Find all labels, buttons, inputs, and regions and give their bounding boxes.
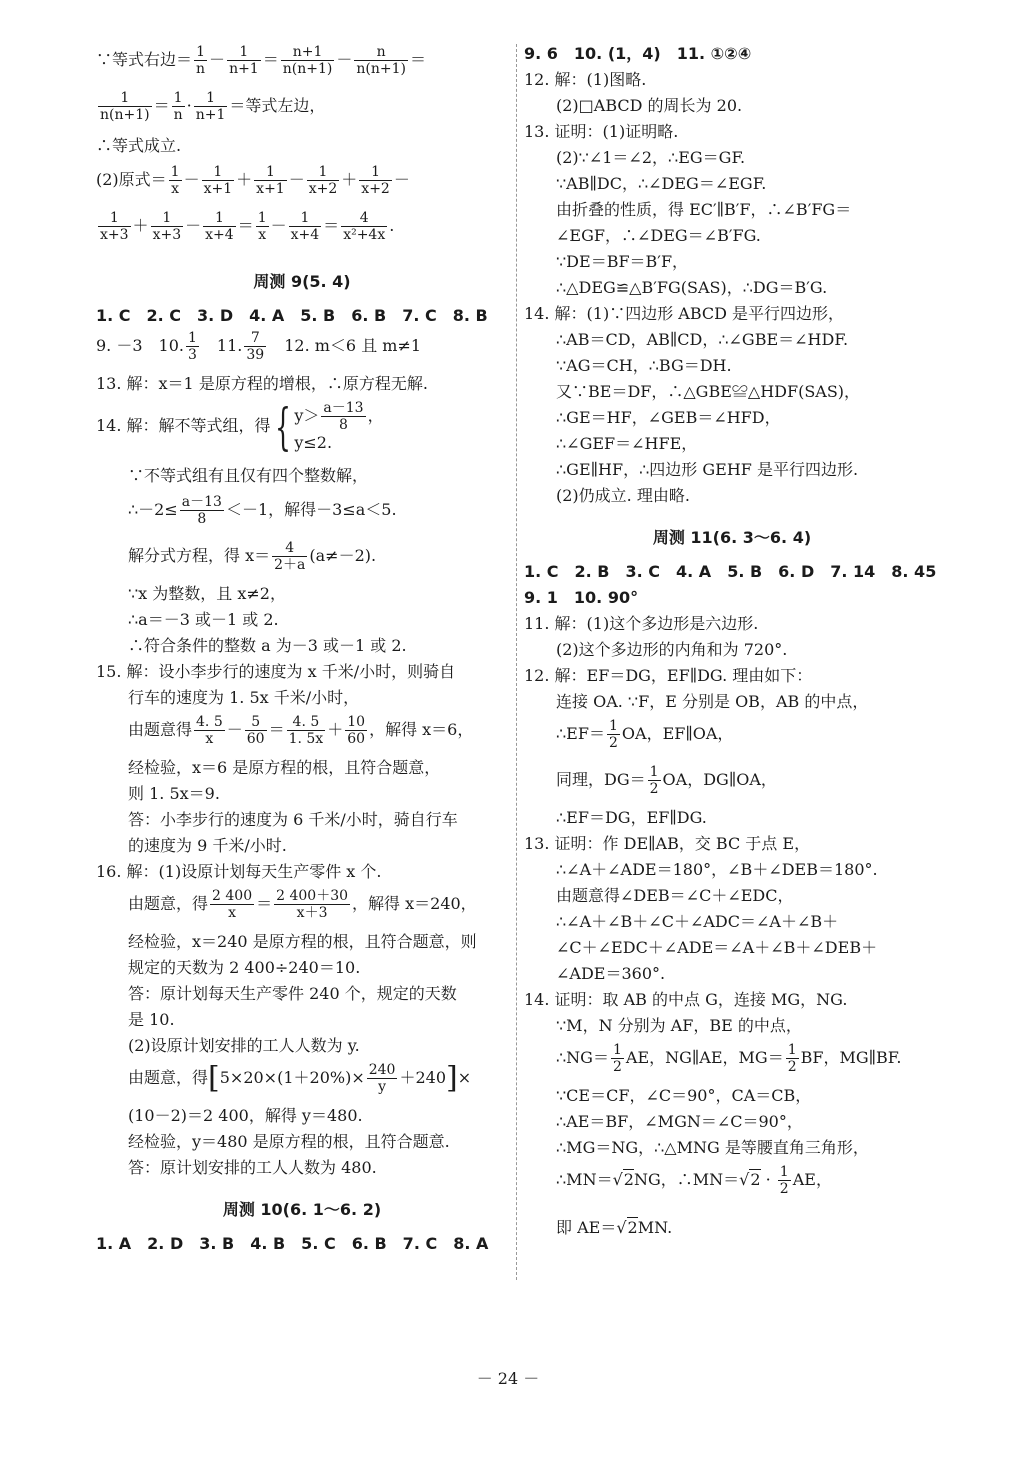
answer-line: ∴MG＝NG，∴△MNG 是等腰直角三角形， <box>556 1138 869 1157</box>
fraction: $\frac{1}{x+2}$ <box>308 164 338 197</box>
section-heading: 周测 9(5. 4) <box>253 272 351 291</box>
answer-line: 由题意得 $\frac{4. 5}{x}$ － $\frac{5}{60}$ ＝ $\frac{4. 5}{1. 5x}$ ＋ $\frac{10}{60}$ ，解得 x＝6， <box>128 714 474 747</box>
fraction: $\frac{1}{n+1}$ <box>229 44 259 77</box>
answer-line: ∴AE＝BF，∠MGN＝∠C＝90°， <box>556 1112 803 1131</box>
answer-line: ∴等式成立. <box>96 136 182 155</box>
bracket-left: [ <box>208 1060 220 1096</box>
fraction: $\frac{4. 5}{1. 5x}$ <box>288 714 324 747</box>
answer-line: ∵DE＝BF＝B′F， <box>556 252 689 271</box>
answer-line: 经检验，x＝6 是原方程的根，且符合题意， <box>128 758 441 777</box>
answer-line: 14. 证明：取 AB 的中点 G，连接 MG，NG. <box>524 990 848 1009</box>
answer-line: ∠ADE＝360°. <box>556 964 666 983</box>
answer-line: 13. 解：x＝1 是原方程的增根，∴原方程无解. <box>96 374 428 393</box>
answer-line: ∴a＝－3 或－1 或 2. <box>128 610 279 629</box>
answer-line: ∴EF＝DG，EF∥DG. <box>556 808 707 827</box>
fraction: $\frac{1}{x+3}$ <box>152 210 182 243</box>
brace: { <box>274 397 291 456</box>
answer-line: ∴△DEG≌△B′FG(SAS)，∴DG＝B′G. <box>556 278 828 297</box>
answer-line: ∴AB＝CD，AB∥CD，∴∠GBE＝∠HDF. <box>556 330 849 349</box>
fraction: $\frac{1}{n}$ <box>173 90 183 123</box>
answer-line: 14. 解：(1)∵四边形 ABCD 是平行四边形， <box>524 304 845 323</box>
answer-line: ∴∠A＋∠B＋∠C＋∠ADC＝∠A＋∠B＋ <box>556 912 839 931</box>
fraction: $\frac{a-13}{8}$ <box>323 400 364 433</box>
answer-line: 即 AE＝√2MN. <box>556 1218 673 1237</box>
fraction: $\frac{1}{x+2}$ <box>361 164 390 197</box>
section-heading: 周测 11(6. 3～6. 4) <box>652 528 812 547</box>
answer-line: 14. 解：解不等式组，得 { y＞ $\frac{a-13}{8}$ ， y≤2. <box>96 397 384 456</box>
answer-line: 9. 6 10. (1，4) 11. ①②④ <box>524 44 752 63</box>
fraction: $\frac{1}{x}$ <box>257 210 267 243</box>
fraction: $\frac{1}{3}$ <box>187 330 197 363</box>
answer-line: ∴EF＝ $\frac{1}{2}$ OA，EF∥OA， <box>556 718 734 751</box>
answer-line: 的速度为 9 千米/小时. <box>128 836 287 855</box>
fraction: $\frac{1}{2}$ <box>612 1042 622 1075</box>
answer-line: (2)∵∠1＝∠2，∴EG＝GF. <box>556 148 746 167</box>
fraction: $\frac{10}{60}$ <box>347 714 366 747</box>
answer-line: 16. 解：(1)设原计划每天生产零件 x 个. <box>96 862 382 881</box>
answer-line: ∵x 为整数，且 x≠2， <box>128 584 286 603</box>
answer-line: 答：原计划安排的工人人数为 480. <box>128 1158 377 1177</box>
answer-line: ∴GE∥HF，∴四边形 GEHF 是平行四边形. <box>556 460 859 479</box>
answer-line: ∴GE＝HF，∠GEB＝∠HFD， <box>556 408 781 427</box>
radicand: 2 <box>750 1170 761 1189</box>
answer-line: ∵M，N 分别为 AF，BE 的中点， <box>556 1016 802 1035</box>
answer-line: 答：小李步行的速度为 6 千米/小时，骑自行车 <box>128 810 458 829</box>
fraction: $\frac{1}{x+4}$ <box>290 210 320 243</box>
answer-line: ∴∠A＋∠ADE＝180°，∠B＋∠DEB＝180°. <box>556 860 878 879</box>
radicand: 2 <box>623 1170 634 1189</box>
answer-line: ∵CE＝CF，∠C＝90°，CA＝CB， <box>556 1086 812 1105</box>
answer-line: ∠EGF，∴∠DEG＝∠B′FG. <box>556 226 761 245</box>
fraction: $\frac{1}{2}$ <box>787 1042 797 1075</box>
fraction: $\frac{1}{n+1}$ <box>195 90 226 123</box>
answer-line: 是 10. <box>128 1010 175 1029</box>
page-number: － 24 － <box>476 1369 540 1388</box>
section-heading: 周测 10(6. 1～6. 2) <box>222 1200 382 1219</box>
answer-line: 13. 证明：(1)证明略. <box>524 122 679 141</box>
answer-line: ∠C＋∠EDC＋∠ADE＝∠A＋∠B＋∠DEB＋ <box>556 938 878 957</box>
fraction: $\frac{n+1}{n(n+1)}$ <box>282 44 333 77</box>
answer-line: 规定的天数为 2 400÷240＝10. <box>128 958 361 977</box>
answer-line: ∴－2≤ $\frac{a-13}{8}$ ＜－1，解得－3≤a＜5. <box>128 494 397 527</box>
answer-line: 13. 证明：作 DE∥AB，交 BC 于点 E， <box>524 834 811 853</box>
answer-line: $\frac{1}{n(n+1)}$ ＝ $\frac{1}{n}$ · $\frac{1}{n+1}$ ＝等式左边， <box>100 90 326 123</box>
answer-line: (10－2)＝2 400，解得 y＝480. <box>128 1106 363 1125</box>
answer-line: 经检验，y＝480 是原方程的根，且符合题意. <box>128 1132 450 1151</box>
fraction: $\frac{240}{y}$ <box>368 1062 396 1095</box>
answer-line: 经检验，x＝240 是原方程的根，且符合题意，则 <box>128 932 477 951</box>
fraction: $\frac{5}{60}$ <box>246 714 265 747</box>
fraction: $\frac{1}{n}$ <box>196 44 206 77</box>
bracket-right: ] <box>446 1060 458 1096</box>
answer-line: (2)这个多边形的内角和为 720°. <box>556 640 788 659</box>
answer-line: 1. A 2. D 3. B 4. B 5. C 6. B 7. C 8. A <box>96 1234 489 1253</box>
answer-line: ∵不等式组有且仅有四个整数解， <box>128 466 369 485</box>
answer-line: (2)原式＝ $\frac{1}{x}$ － $\frac{1}{x+1}$ ＋ $\frac{1}{x+1}$ － $\frac{1}{x+2}$ ＋ $\frac{1}{x+2}$ － <box>96 164 410 197</box>
answer-line: 解分式方程，得 x＝ $\frac{4}{2+a}$ (a≠－2). <box>128 540 377 573</box>
fraction: $\frac{1}{x+4}$ <box>205 210 234 243</box>
radicand: 2 <box>627 1218 638 1237</box>
answer-line: 9. 1 10. 90° <box>524 588 639 607</box>
fraction: $\frac{4}{2+a}$ <box>274 540 306 573</box>
fraction: $\frac{1}{2}$ <box>608 718 618 751</box>
fraction: $\frac{7}{39}$ <box>246 330 265 363</box>
right-column <box>524 44 940 1238</box>
answer-line: ∴MN＝√2NG，∴MN＝√2 · $\frac{1}{2}$ AE， <box>556 1164 832 1197</box>
answer-line: 又∵BE＝DF，∴△GBE≌△HDF(SAS)， <box>556 382 861 401</box>
answer-line: ∴符合条件的整数 a 为－3 或－1 或 2. <box>128 636 407 655</box>
fraction: $\frac{n}{n(n+1)}$ <box>356 44 406 77</box>
answer-line: 则 1. 5x＝9. <box>128 784 220 803</box>
answer-line: 由折叠的性质，得 EC′∥B′F，∴∠B′FG＝ <box>556 200 852 219</box>
answer-line: 15. 解：设小李步行的速度为 x 千米/小时，则骑自 <box>96 662 456 681</box>
answer-line: 答：原计划每天生产零件 240 个，规定的天数 <box>128 984 457 1003</box>
answer-line: 由题意，得[5×20×(1＋20%)× $\frac{240}{y}$ ＋240]× <box>128 1060 472 1096</box>
answer-line: (2)□ABCD 的周长为 20. <box>556 96 743 115</box>
fraction: $\frac{1}{2}$ <box>779 1164 789 1197</box>
left-column <box>96 44 508 1254</box>
answer-line: 1. C 2. C 3. D 4. A 5. B 6. B 7. C 8. B <box>96 306 488 325</box>
fraction: $\frac{4. 5}{x}$ <box>196 714 223 747</box>
fraction: $\frac{1}{x+3}$ <box>100 210 129 243</box>
answer-line: 12. 解：EF＝DG，EF∥DG. 理由如下： <box>524 666 813 685</box>
column-divider <box>516 44 517 1280</box>
answer-line: 连接 OA. ∵F，E 分别是 OB，AB 的中点， <box>556 692 869 711</box>
answer-line: 行车的速度为 1. 5x 千米/小时， <box>128 688 360 707</box>
answer-line: (2)设原计划安排的工人人数为 y. <box>128 1036 360 1055</box>
answer-line: ∴∠GEF＝∠HFE， <box>556 434 698 453</box>
fraction: $\frac{1}{n(n+1)}$ <box>100 90 150 123</box>
answer-line: 9. －3 10. $\frac{1}{3}$ 11. $\frac{7}{39}$ 12. m＜6 且 m≠1 <box>96 330 422 363</box>
fraction: $\frac{a-13}{8}$ <box>181 494 222 527</box>
answer-line: ∴NG＝ $\frac{1}{2}$ AE，NG∥AE，MG＝ $\frac{1}{2}$ BF，MG∥BF. <box>556 1042 902 1075</box>
fraction: $\frac{1}{x+1}$ <box>256 164 285 197</box>
answer-line: (2)仍成立. 理由略. <box>556 486 690 505</box>
answer-line: 12. 解：(1)图略. <box>524 70 647 89</box>
answer-line: 由题意，得 $\frac{2 400}{x}$ ＝ $\frac{2 400+30}{x+3}$ ，解得 x＝240， <box>128 888 477 921</box>
answer-line: 11. 解：(1)这个多边形是六边形. <box>524 614 759 633</box>
answer-line: $\frac{1}{x+3}$ ＋ $\frac{1}{x+3}$ － $\frac{1}{x+4}$ ＝ $\frac{1}{x}$ － $\frac{1}{x+4}$ ＝ $\frac{4}{\text{x²+4x}}$ . <box>100 210 395 243</box>
fraction: $\frac{2 400+30}{x+3}$ <box>276 888 349 921</box>
inequality-system: { y＞ $\frac{a-13}{8}$ ， y≤2. <box>274 397 384 456</box>
fraction: $\frac{1}{2}$ <box>649 764 659 797</box>
answer-line: 由题意得∠DEB＝∠C＋∠EDC， <box>556 886 794 905</box>
answer-line: ∵AG＝CH，∴BG＝DH. <box>556 356 732 375</box>
answer-line: 1. C 2. B 3. C 4. A 5. B 6. D 7. 14 8. 45 <box>524 562 937 581</box>
answer-line: ∵AB∥DC，∴∠DEG＝∠EGF. <box>556 174 767 193</box>
fraction: $\frac{4}{\text{x²+4x}}$ <box>343 210 386 243</box>
answer-line: 同理，DG＝ $\frac{1}{2}$ OA，DG∥OA， <box>556 764 777 797</box>
fraction: $\frac{2 400}{x}$ <box>212 888 253 921</box>
fraction: $\frac{1}{x+1}$ <box>203 164 233 197</box>
answer-line: ∵等式右边＝ $\frac{1}{n}$ － $\frac{1}{n+1}$ ＝ $\frac{n+1}{n(n+1)}$ － $\frac{n}{n(n+1)}$ ＝ <box>96 44 426 77</box>
fraction: $\frac{1}{x}$ <box>170 164 180 197</box>
